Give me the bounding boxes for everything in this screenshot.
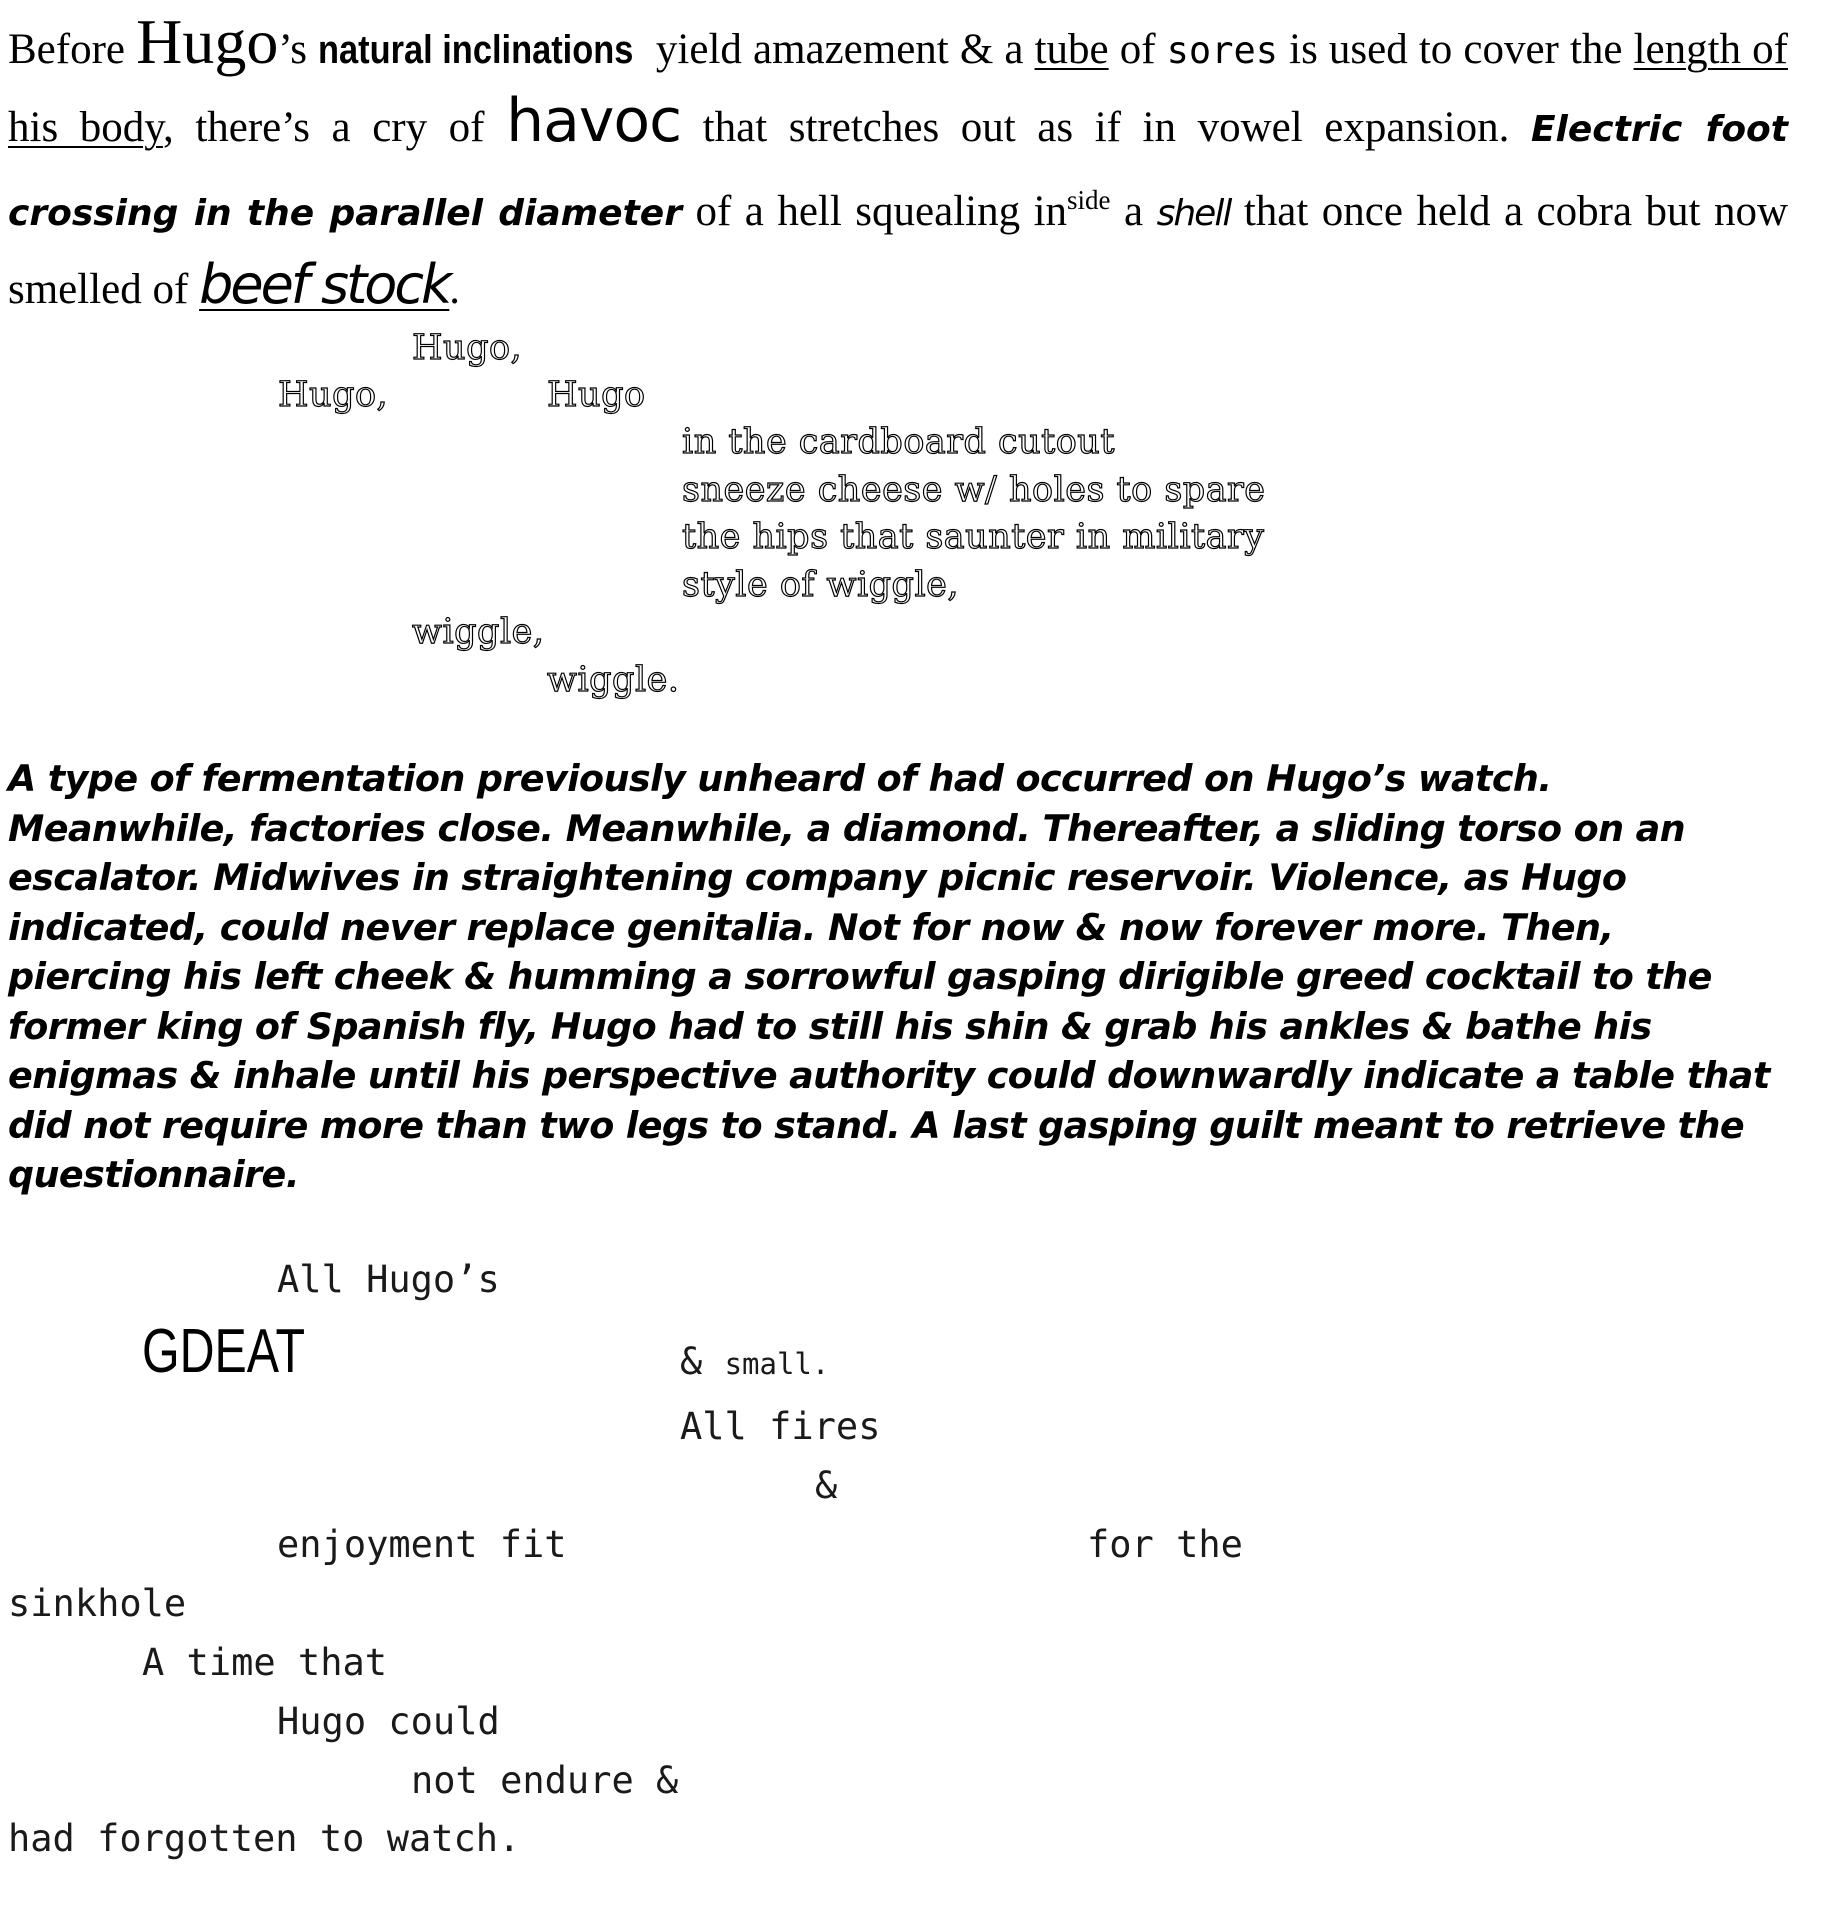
poem-line: in the cardboard cutout [682, 422, 1115, 462]
text-run-electric-foot: Electric foot crossing in the parallel diameter [8, 109, 1788, 234]
poem-line: Hugo, [278, 375, 389, 415]
ampersand: & [680, 1340, 725, 1383]
poem-line: All fires [680, 1405, 881, 1448]
text-run-sores: sores [1166, 29, 1279, 72]
text-run-havoc: havoc [506, 86, 682, 156]
poem-line: wiggle. [547, 660, 680, 700]
poem-line: Hugo [547, 375, 646, 415]
text-run-beef-stock: beef stock [199, 253, 450, 316]
poem-line: enjoyment fit [277, 1523, 567, 1566]
poem-line: Hugo, [412, 328, 523, 368]
opening-paragraph [8, 6, 1788, 325]
text-run: of [1108, 26, 1167, 73]
text-run: . [449, 266, 461, 313]
poem-line: All Hugo’s [277, 1258, 500, 1301]
text-run: a [1110, 188, 1157, 235]
text-run-length-of-his-body: length of his body [8, 26, 1788, 151]
text-run: is used to cover the [1278, 26, 1634, 73]
text-run: ’s [278, 26, 319, 73]
text-run-hugo-large: Hugo [136, 6, 279, 77]
poem-line: A time that [142, 1641, 388, 1684]
bold-italic-paragraph: A type of fermentation previously unheard of had occurred on Hugo’s watch. Meanwhile, factories close. Meanwhile, a diamond. Thereafter, a sliding torso on an escalator. Midwives in straightening company picnic reservoir. Violence, as Hugo indicated, could never replace genitalia. Not for now & now forever more. Then, piercing his left cheek & humming a sorrowful gasping dirigible greed cocktail to the former king of Spanish fly, Hugo had to still his shin & grab his ankles & bathe his enigmas & inhale until his perspective authority could downwardly indicate a table that did not require more than two legs to stand. A last gasping guilt meant to retrieve the questionnaire. [8, 757, 1770, 1196]
text-run: of a hell squealing in [681, 188, 1068, 235]
poem-line: style of wiggle, [682, 565, 959, 605]
poem-line: sinkhole [8, 1582, 187, 1625]
small-word: small. [724, 1347, 830, 1381]
poem-line: & [815, 1464, 838, 1507]
text-run: that stretches out as if in vowel expansion. [681, 104, 1531, 151]
poem-line: not endure & [411, 1759, 679, 1802]
great-glyph-word: GDEAT [142, 1317, 306, 1386]
poem-line: Hugo could [277, 1700, 500, 1743]
text-run-natural-inclinations: natural inclinations [318, 28, 634, 72]
text-run: that once held a cobra but now smelled of [8, 188, 1788, 313]
poem-line: had forgotten to watch. [8, 1817, 521, 1860]
text-run: Before [8, 26, 137, 73]
poem-line: wiggle, [412, 612, 545, 652]
text-run-shell: shell [1156, 193, 1231, 234]
text-run-tube: tube [1034, 26, 1109, 73]
poem-line: for the [1087, 1523, 1243, 1566]
poem-line: the hips that saunter in military [682, 517, 1265, 557]
poem-line: sneeze cheese w/ holes to spare [682, 470, 1266, 510]
text-run: yield amazement & a [644, 26, 1035, 73]
superscript-side: side [1067, 185, 1111, 215]
poem-line [680, 1340, 829, 1383]
text-run: , there’s a cry of [162, 104, 507, 151]
